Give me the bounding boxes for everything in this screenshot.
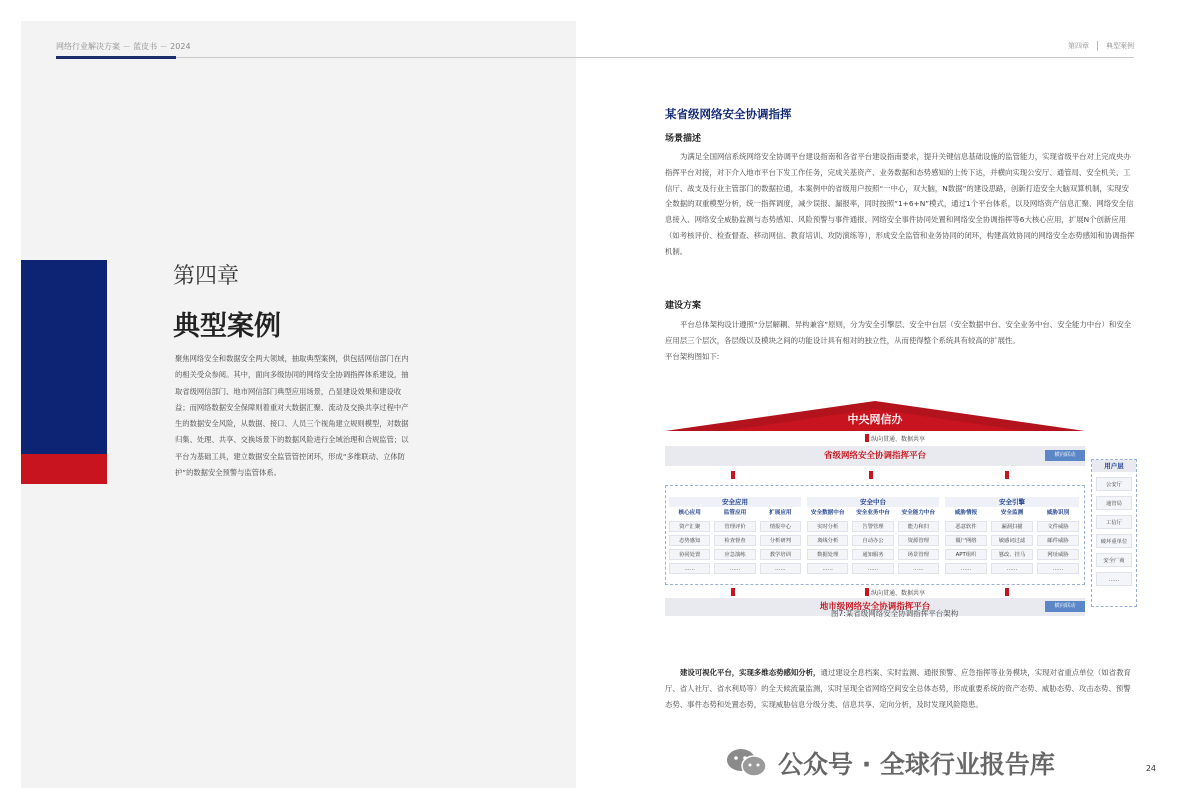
arrow-bottom-app: [731, 588, 735, 596]
provincial-platform: 省级网络安全协调指挥平台: [665, 446, 1085, 466]
column-cell: 管理评价: [714, 521, 755, 532]
column-cell: 恶意软件: [945, 521, 987, 532]
chapter-blue-block: [21, 260, 107, 454]
column-head: 核心应用: [678, 510, 701, 516]
column-cell: 文件威胁: [1037, 521, 1079, 532]
column-cell: 篡改、挂马: [991, 549, 1033, 560]
column-head: 威胁情报: [954, 510, 978, 516]
visualization-paragraph: [665, 665, 1135, 712]
right-header-rule: [576, 57, 1134, 58]
group-column: [1037, 509, 1079, 574]
header-section: 典型案例: [1106, 42, 1134, 50]
column-cell: ……: [669, 563, 710, 574]
solution-paragraph: 平台总体架构设计遵照“分层解耦、异构兼容”原则，分为安全引擎层、安全中台层（安全数据中台、安全业务中台、安全能力中台）和安全应用层三个层次，各层级以及模块之间的功能设计具有相对的独立性，从而使得整个系统具有较高的扩展性。: [665, 320, 1132, 345]
header-separator: [1097, 41, 1098, 51]
flow-label-top: 纵向贯通、数据共享: [871, 436, 926, 443]
section-title: 某省级网络安全协调指挥: [665, 107, 792, 121]
chapter-number: 第四章: [173, 264, 240, 289]
group-column: [991, 509, 1033, 574]
column-cell: 漏洞扫描: [991, 521, 1033, 532]
group-columns: [669, 509, 801, 574]
column-head: 扩展应用: [769, 510, 792, 516]
column-cell: 数据处理: [807, 549, 848, 560]
group-security-engine: [945, 497, 1079, 583]
visualization-lead: 建设可视化平台，实现多维态势感知分析，: [680, 668, 821, 677]
figure-caption: 图7:某省级网络安全协调指挥平台架构: [831, 609, 959, 618]
column-cell: ……: [760, 563, 801, 574]
header-accent-bar: [56, 56, 176, 59]
column-cell: ……: [945, 563, 987, 574]
horizontal-link-top: 横向联动: [1045, 450, 1085, 461]
column-cell: 能力和归: [898, 521, 939, 532]
column-cell: 协同处置: [669, 549, 710, 560]
group-column: [669, 509, 710, 574]
group-column: [945, 509, 987, 574]
column-cell: 分析研判: [760, 535, 801, 546]
column-head: 安全业务中台: [856, 510, 890, 516]
user-item: 公安厅: [1096, 477, 1132, 491]
group-title: 安全中台: [807, 497, 939, 507]
column-cell: 态势感知: [669, 535, 710, 546]
column-cell: 离线分析: [807, 535, 848, 546]
column-cell: 教学培训: [760, 549, 801, 560]
column-cell: 场景管理: [898, 549, 939, 560]
horizontal-link-bottom: 横向联动: [1045, 601, 1085, 612]
group-title: 安全应用: [669, 497, 801, 507]
arrow-top: [865, 434, 869, 442]
column-cell: 资源管理: [898, 535, 939, 546]
group-columns: [945, 509, 1079, 574]
column-cell: 情报中心: [760, 521, 801, 532]
user-layer-box: [1091, 459, 1137, 607]
column-head: 监管应用: [723, 510, 747, 516]
diagram-intro: 平台架构图如下:: [665, 352, 720, 361]
column-cell: 敏感词过滤: [991, 535, 1033, 546]
column-cell: 实时分析: [807, 521, 848, 532]
watermark: [726, 745, 1055, 781]
group-security-middle: [807, 497, 939, 583]
city-platform: 地市级网络安全协调指挥平台: [665, 598, 1085, 616]
wechat-icon: [726, 747, 768, 779]
scenario-paragraph: 为满足全国网信系统网络安全协调平台建设指南和各省平台建设指南要求，提升关键信息基础设施的监管能力，实现省级平台对上完成央办指挥平台对接，对下介入地市平台下发工作任务，完成关基资产、业务数据和态势感知的上传下达，并横向实现公安厅、通管局、安全机关、工信厅、战支及行业主管部门的数据拉通，本案例中的省级用户按照“一中心，双大脑，N数据”的建设思路，创新打造安全大脑双算机制，实现安全数据的双重模型分析，统一指挥调度，减少误报、漏报率，同时按照“1+6+N”模式，通过1个平台体系，以及网络资产信息汇聚、网络安全信息接入、网络安全威胁监测与态势感知、风险预警与事件通报、网络安全事件协同处置和网络安全协调指挥等6大核心应用，扩展N个创新应用（如考核评价、检查督查、移动网信、教育培训、攻防演练等），形成安全监管和业务协同的闭环，构建高效协同的网络安全态势感知和协调指挥机制。: [665, 152, 1135, 256]
central-office-label: 中央网信办: [847, 413, 903, 426]
column-cell: 告警管理: [852, 521, 893, 532]
column-cell: 邮件威胁: [1037, 535, 1079, 546]
flow-label-bottom: 纵向贯通、数据共享: [871, 590, 926, 597]
subheading-scenario: 场景描述: [665, 134, 702, 144]
column-cell: ……: [852, 563, 893, 574]
user-item: 通管局: [1096, 496, 1132, 510]
user-item: 工信厅: [1096, 515, 1132, 529]
arrow-bottom-engine: [1005, 588, 1009, 596]
page-number: 24: [1145, 764, 1156, 773]
column-cell: 应急演练: [714, 549, 755, 560]
column-cell: 网址威胁: [1037, 549, 1079, 560]
user-layer-title: 用户层: [1092, 460, 1136, 472]
column-cell: 通知服务: [852, 549, 893, 560]
group-title: 安全引擎: [945, 497, 1079, 507]
group-columns: [807, 509, 939, 574]
left-page: [21, 21, 576, 788]
column-head: 威胁识别: [1046, 510, 1070, 516]
watermark-text: 公众号 · 全球行业报告库: [778, 750, 1055, 779]
group-column: [760, 509, 801, 574]
arrow-app: [731, 471, 735, 479]
group-column: [807, 509, 848, 574]
header-chapter: 第四章: [1068, 42, 1089, 50]
chapter-red-block: [21, 454, 107, 484]
group-column: [898, 509, 939, 574]
chapter-description: 聚焦网络安全和数据安全两大领域，抽取典型案例，供包括网信部门在内的相关受众参阅。其中，面向多级协同的网络安全协调指挥体系建设，抽取省级网信部门、地市网信部门典型应用场景，凸显建设效果和建设收益；而网络数据安全保障则着重对大数据汇聚、流动及交换共享过程中产生的数据安全风险，从数据、接口、人员三个视角建立规则模型，对数据归集、处理、共享、交换场景下的数据风险进行全域治理和合规监管；以平台为基础工具，建立数据安全监管管控闭环，形成“多维联动、立体防护”的数据安全预警与监管体系。: [175, 354, 409, 478]
column-cell: 僵尸网络: [945, 535, 987, 546]
subheading-solution: 建设方案: [665, 301, 702, 311]
column-cell: ……: [991, 563, 1033, 574]
column-head: 安全监测: [1000, 510, 1024, 516]
column-cell: 自动办公: [852, 535, 893, 546]
column-cell: ……: [807, 563, 848, 574]
column-cell: 资产汇聚: [669, 521, 710, 532]
arrow-engine: [1005, 471, 1009, 479]
left-header: 网络行业解决方案 － 蓝皮书 － 2024: [56, 42, 191, 51]
arrow-bottom-mid: [865, 588, 869, 596]
column-cell: APT组织: [945, 549, 987, 560]
column-head: 安全能力中台: [901, 510, 936, 516]
user-item: 安全厂商: [1096, 553, 1132, 567]
user-item: 破坏重单位: [1096, 534, 1132, 548]
group-column: [852, 509, 893, 574]
column-cell: ……: [1037, 563, 1079, 574]
architecture-diagram: [665, 401, 1137, 612]
arrow-mid: [869, 471, 873, 479]
group-column: [714, 509, 755, 574]
right-page: [576, 21, 1170, 788]
column-cell: 检查督查: [714, 535, 755, 546]
right-header: [1068, 41, 1134, 51]
column-cell: ……: [714, 563, 755, 574]
visualization-body: 通过建设全息档案、实时监测、通报预警、应急指挥等业务模块，实现对省重点单位（如省教育厅、省人社厅、省水利局等）的全天候流量监测，实时呈现全省网络空间安全总体态势，形成重要系统的资产态势、威胁态势、攻击态势、预警态势、事件态势和处置态势，实现威胁信息分级分类、信息共享、定向分析，及时发现风险隐患。: [665, 668, 1131, 709]
chapter-title: 典型案例: [173, 311, 281, 342]
group-security-apps: [669, 497, 801, 583]
user-item: ……: [1096, 572, 1132, 586]
column-head: 安全数据中台: [810, 510, 845, 516]
column-cell: ……: [898, 563, 939, 574]
